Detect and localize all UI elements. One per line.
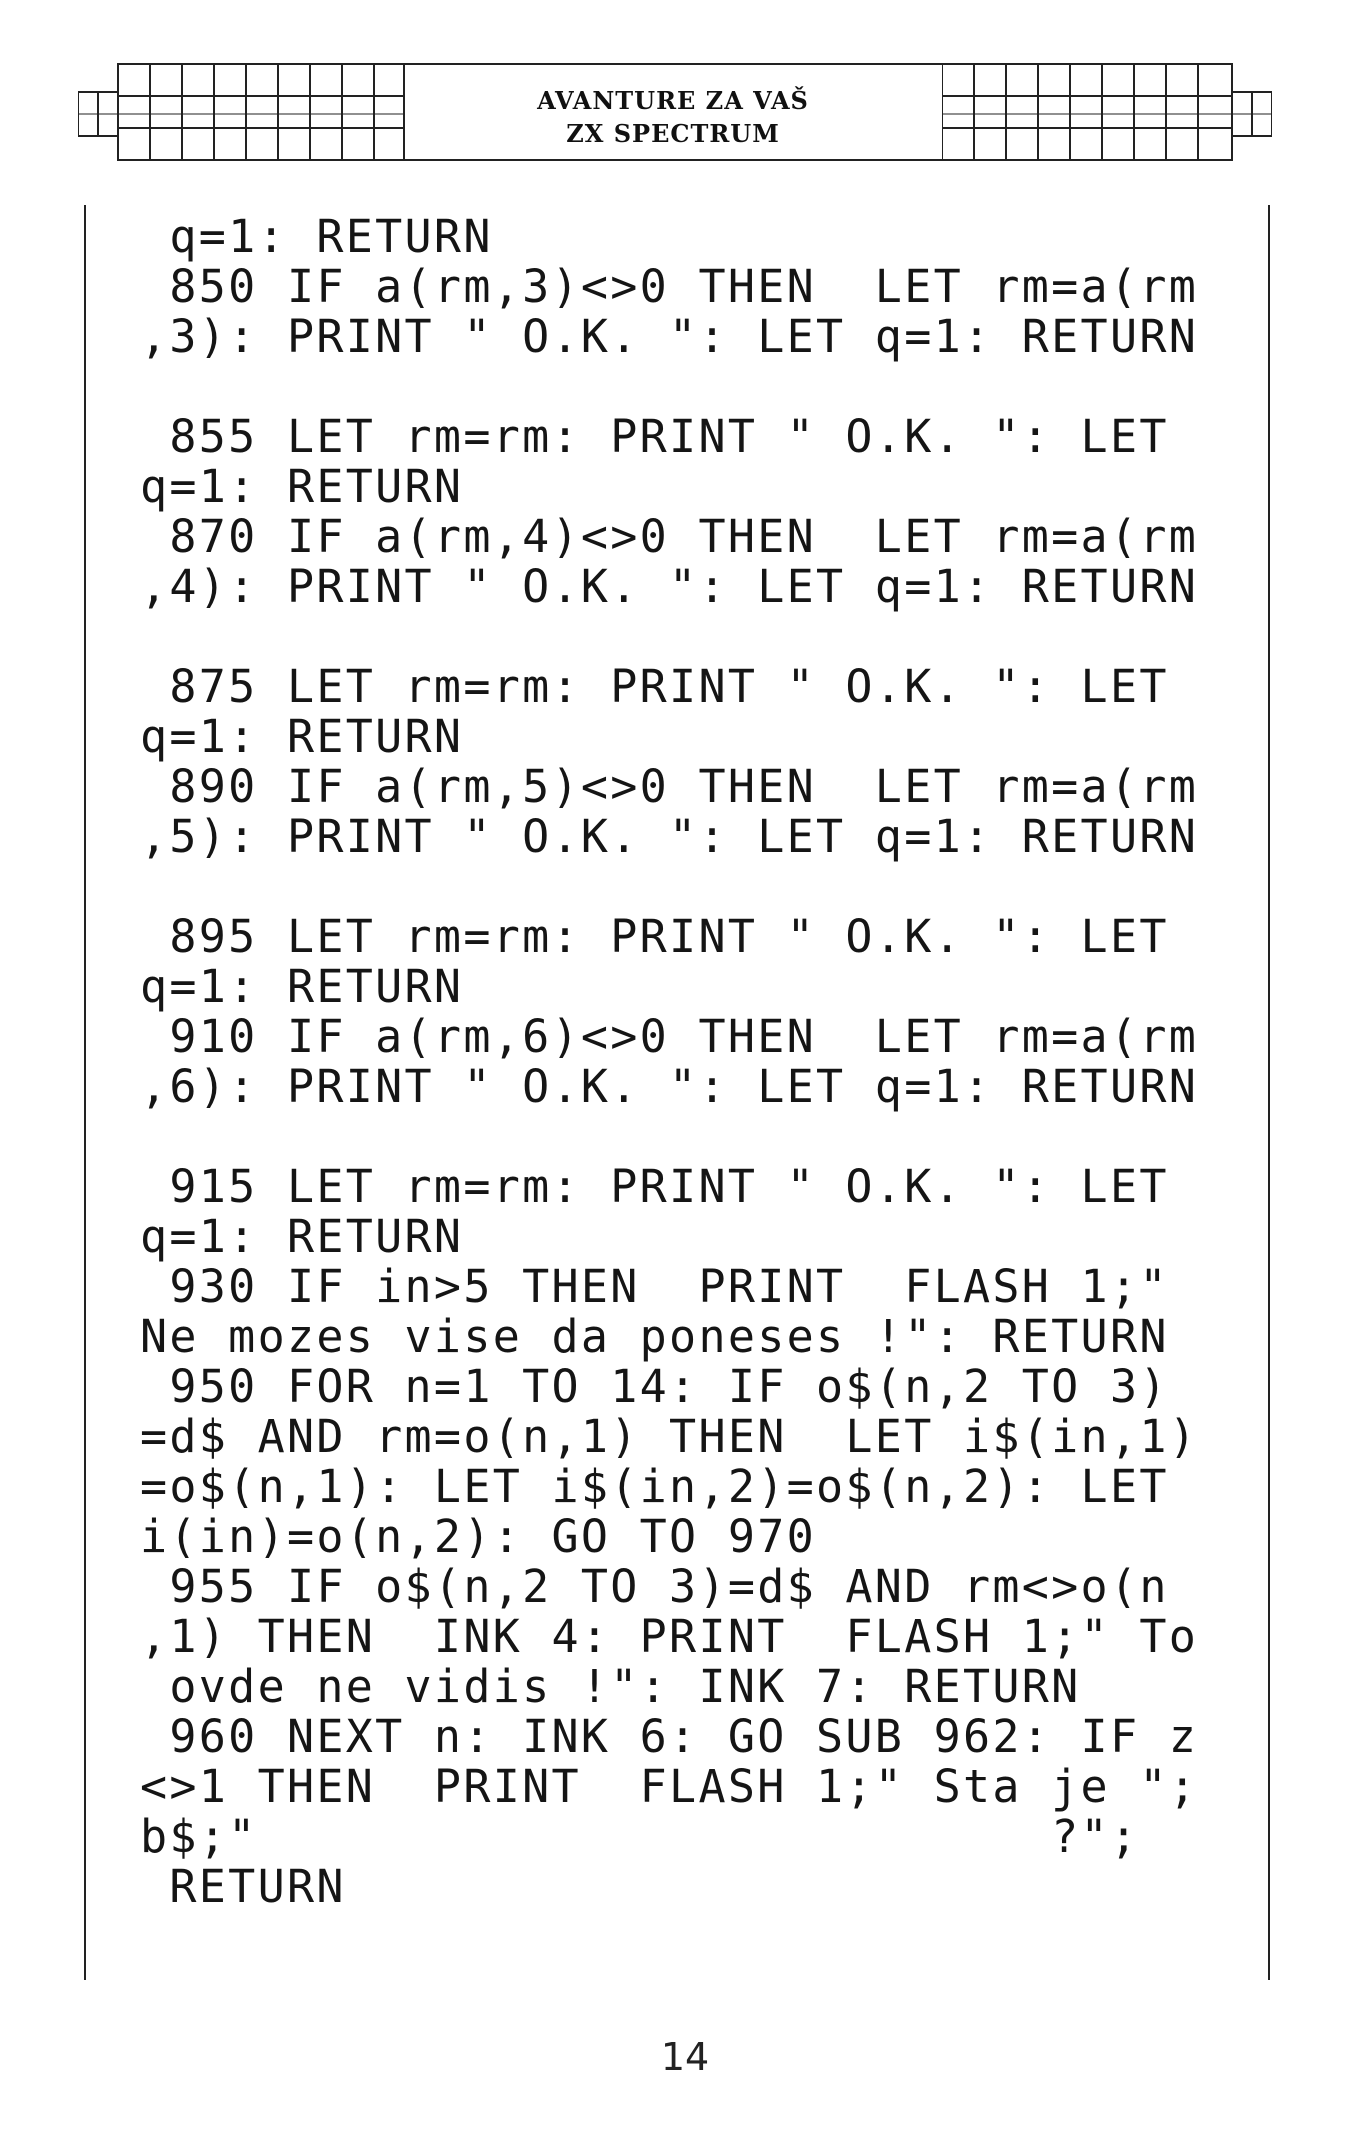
code-line: <>1 THEN PRINT FLASH 1;" Sta je ";: [140, 1760, 1199, 1813]
header-title: [408, 84, 938, 156]
code-line: 960 NEXT n: INK 6: GO SUB 962: IF z: [140, 1710, 1199, 1763]
code-line: 955 IF o$(n,2 TO 3)=d$ AND rm<>o(n: [140, 1560, 1169, 1613]
left-margin-rule: [84, 205, 86, 1980]
code-line: ,6): PRINT " O.K. ": LET q=1: RETURN: [140, 1060, 1199, 1113]
page-number: 14: [660, 2035, 710, 2079]
header-title-line-1: AVANTURE ZA VAŠ: [537, 86, 809, 115]
code-line: ovde ne vidis !": INK 7: RETURN: [140, 1660, 1081, 1713]
code-line: i(in)=o(n,2): GO TO 970: [140, 1510, 817, 1563]
code-line: =o$(n,1): LET i$(in,2)=o$(n,2): LET: [140, 1460, 1169, 1513]
code-line: [140, 612, 1250, 662]
code-line: q=1: RETURN: [140, 1210, 464, 1263]
decorative-grid-left: [78, 58, 418, 166]
header-title-line-2: ZX SPECTRUM: [566, 119, 780, 148]
code-line: 890 IF a(rm,5)<>0 THEN LET rm=a(rm: [140, 760, 1199, 813]
code-line: [140, 1112, 1250, 1162]
right-margin-rule: [1268, 205, 1270, 1980]
code-line: b$;" ?";: [140, 1810, 1140, 1863]
code-line: ,5): PRINT " O.K. ": LET q=1: RETURN: [140, 810, 1199, 863]
code-line: Ne mozes vise da poneses !": RETURN: [140, 1310, 1169, 1363]
code-line: ,4): PRINT " O.K. ": LET q=1: RETURN: [140, 560, 1199, 613]
code-line: q=1: RETURN: [140, 210, 493, 263]
code-line: 855 LET rm=rm: PRINT " O.K. ": LET: [140, 410, 1169, 463]
code-line: ,1) THEN INK 4: PRINT FLASH 1;" To: [140, 1610, 1199, 1663]
code-line: 950 FOR n=1 TO 14: IF o$(n,2 TO 3): [140, 1360, 1169, 1413]
decorative-grid-right: [942, 58, 1272, 166]
basic-program-listing: [140, 212, 1250, 1932]
code-line: 850 IF a(rm,3)<>0 THEN LET rm=a(rm: [140, 260, 1199, 313]
code-line: 915 LET rm=rm: PRINT " O.K. ": LET: [140, 1160, 1169, 1213]
code-line: q=1: RETURN: [140, 960, 464, 1013]
code-line: [140, 862, 1250, 912]
code-line: 895 LET rm=rm: PRINT " O.K. ": LET: [140, 910, 1169, 963]
code-line: 870 IF a(rm,4)<>0 THEN LET rm=a(rm: [140, 510, 1199, 563]
code-line: 875 LET rm=rm: PRINT " O.K. ": LET: [140, 660, 1169, 713]
code-line: [140, 362, 1250, 412]
code-line: RETURN: [140, 1860, 346, 1913]
code-line: =d$ AND rm=o(n,1) THEN LET i$(in,1): [140, 1410, 1199, 1463]
code-line: 930 IF in>5 THEN PRINT FLASH 1;": [140, 1260, 1169, 1313]
page-header: [78, 58, 1272, 166]
code-line: 910 IF a(rm,6)<>0 THEN LET rm=a(rm: [140, 1010, 1199, 1063]
code-line: q=1: RETURN: [140, 710, 464, 763]
code-line: ,3): PRINT " O.K. ": LET q=1: RETURN: [140, 310, 1199, 363]
code-line: q=1: RETURN: [140, 460, 464, 513]
